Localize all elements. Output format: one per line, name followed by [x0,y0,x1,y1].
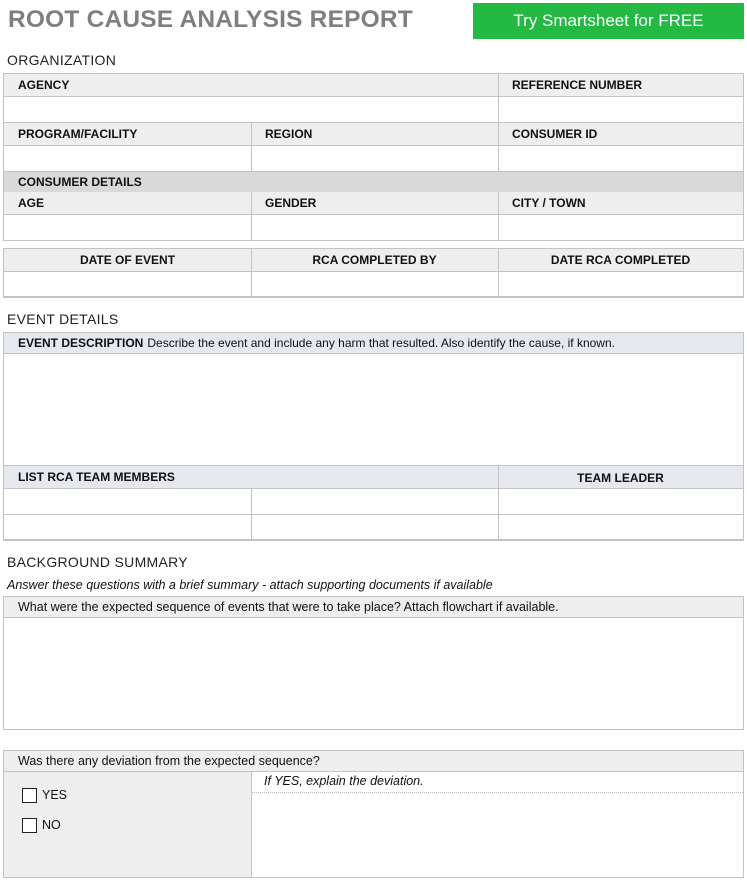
divider [4,122,743,123]
reference-number-field[interactable] [498,96,743,122]
divider [4,214,743,215]
event-description-header [4,333,743,353]
divider [498,249,499,296]
dates-table [3,248,744,298]
city-town-field[interactable] [498,214,743,240]
team-table [3,465,744,541]
team-leader-field[interactable] [498,515,743,539]
background-instructions: Answer these questions with a brief summary - attach supporting documents if available [7,578,493,592]
expected-sequence-field[interactable] [4,618,743,729]
gender-field[interactable] [251,214,498,240]
gender-label: GENDER [265,196,317,210]
deviation-question: Was there any deviation from the expected sequence? [18,754,320,768]
age-label: AGE [18,196,45,210]
divider [251,249,252,296]
date-rca-completed-field[interactable] [498,271,743,296]
expected-sequence-header [4,597,743,617]
program-facility-field[interactable] [4,145,251,171]
event-description-hint: Describe the event and include any harm that resulted. Also identify the cause, if known. [147,336,615,350]
divider [4,96,743,97]
divider [251,123,252,171]
region-field[interactable] [251,145,498,171]
rca-completed-by-label: RCA COMPLETED BY [312,253,437,267]
consumer-id-label: CONSUMER ID [512,127,598,141]
deviation-header [4,751,743,771]
agency-field[interactable] [4,96,498,122]
divider [4,145,743,146]
date-of-event-field[interactable] [4,271,251,296]
date-rca-completed-label: DATE RCA COMPLETED [550,253,691,267]
explain-deviation-hint: If YES, explain the deviation. [264,774,424,788]
team-leader-label: TEAM LEADER [577,471,664,485]
team-member-field[interactable] [251,515,498,539]
no-checkbox[interactable] [22,818,37,833]
divider [251,192,252,240]
agency-label: AGENCY [18,78,70,92]
program-facility-label: PROGRAM/FACILITY [18,127,138,141]
team-member-field[interactable] [4,515,251,539]
consumer-details-label: CONSUMER DETAILS [4,172,743,192]
event-details-heading: EVENT DETAILS [7,311,119,327]
expected-sequence-box [3,596,744,730]
reference-number-label: REFERENCE NUMBER [512,78,643,92]
team-member-field[interactable] [251,489,498,514]
team-leader-field[interactable] [498,489,743,514]
organization-table [3,73,744,241]
organization-heading: ORGANIZATION [7,52,117,68]
background-summary-heading: BACKGROUND SUMMARY [7,554,188,570]
divider [498,74,499,171]
team-member-field[interactable] [4,489,251,514]
region-label: REGION [265,127,313,141]
event-description-field[interactable] [4,354,743,465]
page-title: ROOT CAUSE ANALYSIS REPORT [8,6,413,33]
explain-deviation-field[interactable] [252,793,743,877]
event-description-box [3,332,744,466]
no-label: NO [42,818,61,832]
rca-completed-by-field[interactable] [251,271,498,296]
deviation-box [3,750,744,878]
team-members-label: LIST RCA TEAM MEMBERS [18,470,175,484]
date-of-event-label: DATE OF EVENT [79,253,176,267]
expected-sequence-question: What were the expected sequence of events that were to take place? Attach flowchart if available. [18,600,559,614]
try-smartsheet-button[interactable]: Try Smartsheet for FREE [473,3,744,39]
yes-label: YES [42,788,68,802]
consumer-id-field[interactable] [498,145,743,171]
divider [498,192,499,240]
divider [4,171,743,172]
yes-checkbox[interactable] [22,788,37,803]
city-town-label: CITY / TOWN [512,196,586,210]
divider [4,271,743,272]
age-field[interactable] [4,214,251,240]
event-description-label: EVENT DESCRIPTION [18,336,144,350]
